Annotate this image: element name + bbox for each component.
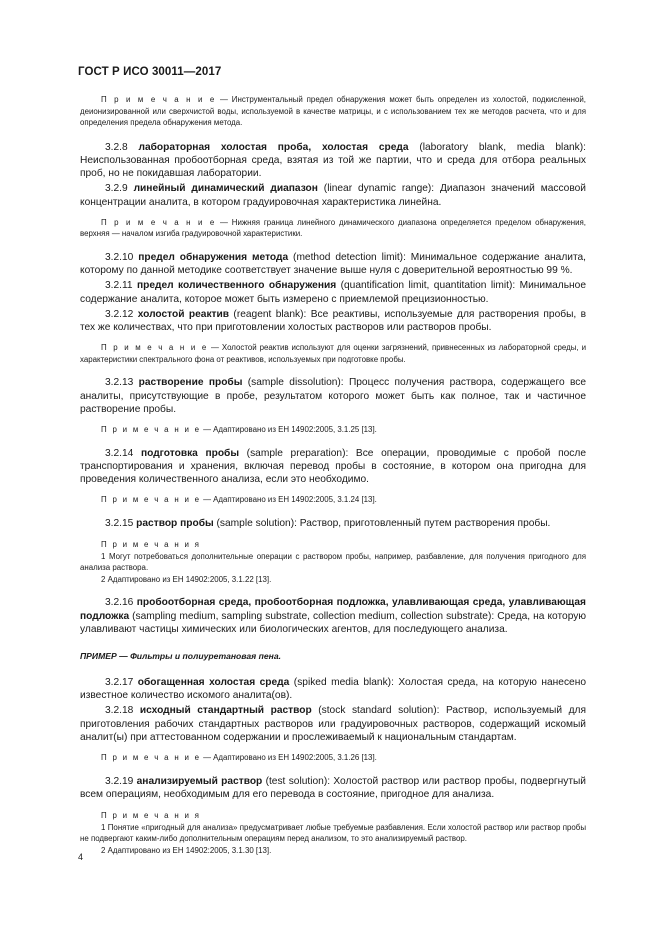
note-item-1: 1 Могут потребоваться дополнительные операции с раствором пробы, например, разбавление, для получения пригодного для анализа раствора. xyxy=(80,551,586,573)
term-definition: (sampling medium, sampling substrate, collection medium, collection substrate): Среда, на которую улавливают частицы химических или биологических агентов, для последующего анализа. xyxy=(80,610,586,635)
note-item-2: 2 Адаптировано из ЕН 14902:2005, 3.1.30 [13]. xyxy=(101,845,272,855)
note-label: П р и м е ч а н и е xyxy=(101,425,201,434)
note-adapted-3-1-26 xyxy=(80,752,586,764)
example-line xyxy=(80,650,586,662)
term-name: обогащенная холостая среда xyxy=(137,676,290,688)
term-number: 3.2.10 xyxy=(105,251,139,263)
term-number: 3.2.19 xyxy=(105,775,137,787)
note-linear-range xyxy=(80,217,586,240)
term-definition: (sample solution): Раствор, приготовленный путем растворения пробы. xyxy=(213,517,551,529)
term-definition: (laboratory blank, media blank): Неиспользованная пробоотборная среда, взятая из той же партии, что и среда для отбора реальных проб, но не покидавшая лаборатории. xyxy=(80,141,586,180)
term-definition: (sample dissolution): Процесс получения раствора, содержащего все аналиты, присутствующие в пробе, результатом которого может быть как полное, так и частичное растворение пробы. xyxy=(80,377,586,415)
notes-sample-solution-label xyxy=(80,539,586,551)
note-item-2: 2 Адаптировано из ЕН 14902:2005, 3.1.22 [13]. xyxy=(101,574,272,584)
note-label: П р и м е ч а н и е xyxy=(101,95,217,104)
term-3-2-8 xyxy=(80,141,586,181)
note-text: — Адаптировано из ЕН 14902:2005, 3.1.25 [13]. xyxy=(200,425,377,434)
note-label: П р и м е ч а н и е xyxy=(101,217,217,227)
document-body xyxy=(80,94,586,856)
term-3-2-16 xyxy=(80,596,586,636)
page-header: ГОСТ Р ИСО 30011—2017 xyxy=(78,66,222,78)
term-name: растворение пробы xyxy=(138,377,243,389)
note-label: П р и м е ч а н и е xyxy=(101,343,209,353)
term-3-2-18 xyxy=(80,704,586,744)
term-name: исходный стандартный раствор xyxy=(139,705,312,717)
note-text: — Адаптировано из ЕН 14902:2005, 3.1.26 [13]. xyxy=(200,753,377,762)
note-text: — Инструментальный предел обнаружения может быть определен из холостой, подкисленной, деионизированной или сверхчистой воды, используемой в качестве матрицы, и с использованием тех же методов расчета, что и для определения предела обнаружения метода. xyxy=(80,95,586,128)
term-3-2-11 xyxy=(80,279,586,305)
notes-label: П р и м е ч а н и я xyxy=(101,540,201,549)
note-instrument-detection-limit xyxy=(80,94,586,129)
term-number: 3.2.12 xyxy=(105,308,138,320)
term-definition: (method detection limit): Минимальное содержание аналита, которому по данной методике соответствует значение выше нуля с доверительной вероятностью 99 %. xyxy=(80,251,587,277)
term-name: линейный динамический диапазон xyxy=(133,183,318,195)
term-number: 3.2.18 xyxy=(105,705,140,717)
note-text: — Нижняя граница линейного динамического диапазона определяется пределом обнаружения, верхняя — началом изгиба градуировочной характеристики. xyxy=(80,217,586,239)
example-text: — Фильтры и полиуретановая пена. xyxy=(116,650,281,661)
example-label: ПРИМЕР xyxy=(80,650,117,661)
term-name: предел обнаружения метода xyxy=(138,251,289,263)
term-3-2-17 xyxy=(80,676,586,702)
term-3-2-12 xyxy=(80,308,586,334)
page-number: 4 xyxy=(78,852,84,862)
notes-label: П р и м е ч а н и я xyxy=(101,811,201,820)
note-label: П р и м е ч а н и е xyxy=(101,495,201,505)
term-name: предел количественного обнаружения xyxy=(136,280,337,292)
note-text: — Адаптировано из ЕН 14902:2005, 3.1.24 [13]. xyxy=(200,495,377,505)
term-definition: (stock standard solution): Раствор, используемый для приготовления рабочих стандартных растворов или градуировочных растворов, содержащий искомый аналит(ы) при аттестованном содержании и прослеживаемый к национальным стандартам. xyxy=(80,705,586,743)
term-definition: (reagent blank): Все реактивы, используемые для растворения пробы, в тех же количествах, что при приготовлении холостых растворов или растворов пробы. xyxy=(80,308,587,333)
term-name: подготовка пробы xyxy=(140,447,240,459)
term-definition: (sample preparation): Все операции, проводимые с пробой после транспортирования и хранения, включая перевод пробы в состояние, в котором она пригодна для проведения количественного анализа, если это необходимо. xyxy=(80,447,587,485)
term-3-2-13 xyxy=(80,376,586,416)
term-3-2-9 xyxy=(80,182,586,208)
term-name: раствор пробы xyxy=(136,517,214,529)
note-adapted-3-1-24 xyxy=(80,494,586,506)
term-number: 3.2.13 xyxy=(105,377,139,389)
term-definition: (linear dynamic range): Диапазон значений массовой концентрации аналита, в котором градуировочная характеристика линейна. xyxy=(80,183,586,208)
term-name: холостой реактив xyxy=(137,308,230,320)
term-number: 3.2.15 xyxy=(105,517,137,529)
term-number: 3.2.17 xyxy=(105,676,138,688)
term-3-2-19 xyxy=(80,775,586,801)
term-name: анализируемый раствор xyxy=(136,775,263,787)
term-name: пробоотборная среда, пробоотборная подложка, улавливающая среда, улавливающая подложка xyxy=(80,597,586,622)
term-definition: (quantification limit, quantitation limit): Минимальное содержание аналита, которое может быть измерено с приемлемой прецизионностью. xyxy=(80,280,586,305)
term-number: 3.2.16 xyxy=(105,597,137,609)
term-number: 3.2.8 xyxy=(105,141,139,153)
term-3-2-14 xyxy=(80,447,586,487)
term-number: 3.2.11 xyxy=(105,280,137,292)
note-label: П р и м е ч а н и е xyxy=(101,753,201,762)
term-number: 3.2.9 xyxy=(105,183,134,195)
note-reagent-blank xyxy=(80,342,586,365)
note-item-1: 1 Понятие «пригодный для анализа» предусматривает любые требуемые разбавления. Если холостой раствор или раствор пробы не подвергают каким-либо дополнительным операциям перед анализом, то это анализируемый раствор. xyxy=(80,822,586,844)
term-name: лабораторная холостая проба, холостая среда xyxy=(138,141,409,153)
term-3-2-10 xyxy=(80,251,586,277)
term-number: 3.2.14 xyxy=(105,447,141,459)
term-3-2-15 xyxy=(80,517,586,530)
note-adapted-3-1-25 xyxy=(80,424,586,436)
notes-test-solution-label xyxy=(80,810,586,822)
term-definition: (test solution): Холостой раствор или раствор пробы, подвергнутый всем операциям, необходимым для его перевода в состояние, пригодное для анализа. xyxy=(80,775,586,800)
term-definition: (spiked media blank): Холостая среда, на которую нанесено известное количество искомого аналита(ов). xyxy=(80,676,586,702)
note-text: — Холостой реактив используют для оценки загрязнений, привнесенных из лабораторной среды, и характеристики спектрального фона от реактивов, используемых при подготовке пробы. xyxy=(80,343,586,364)
